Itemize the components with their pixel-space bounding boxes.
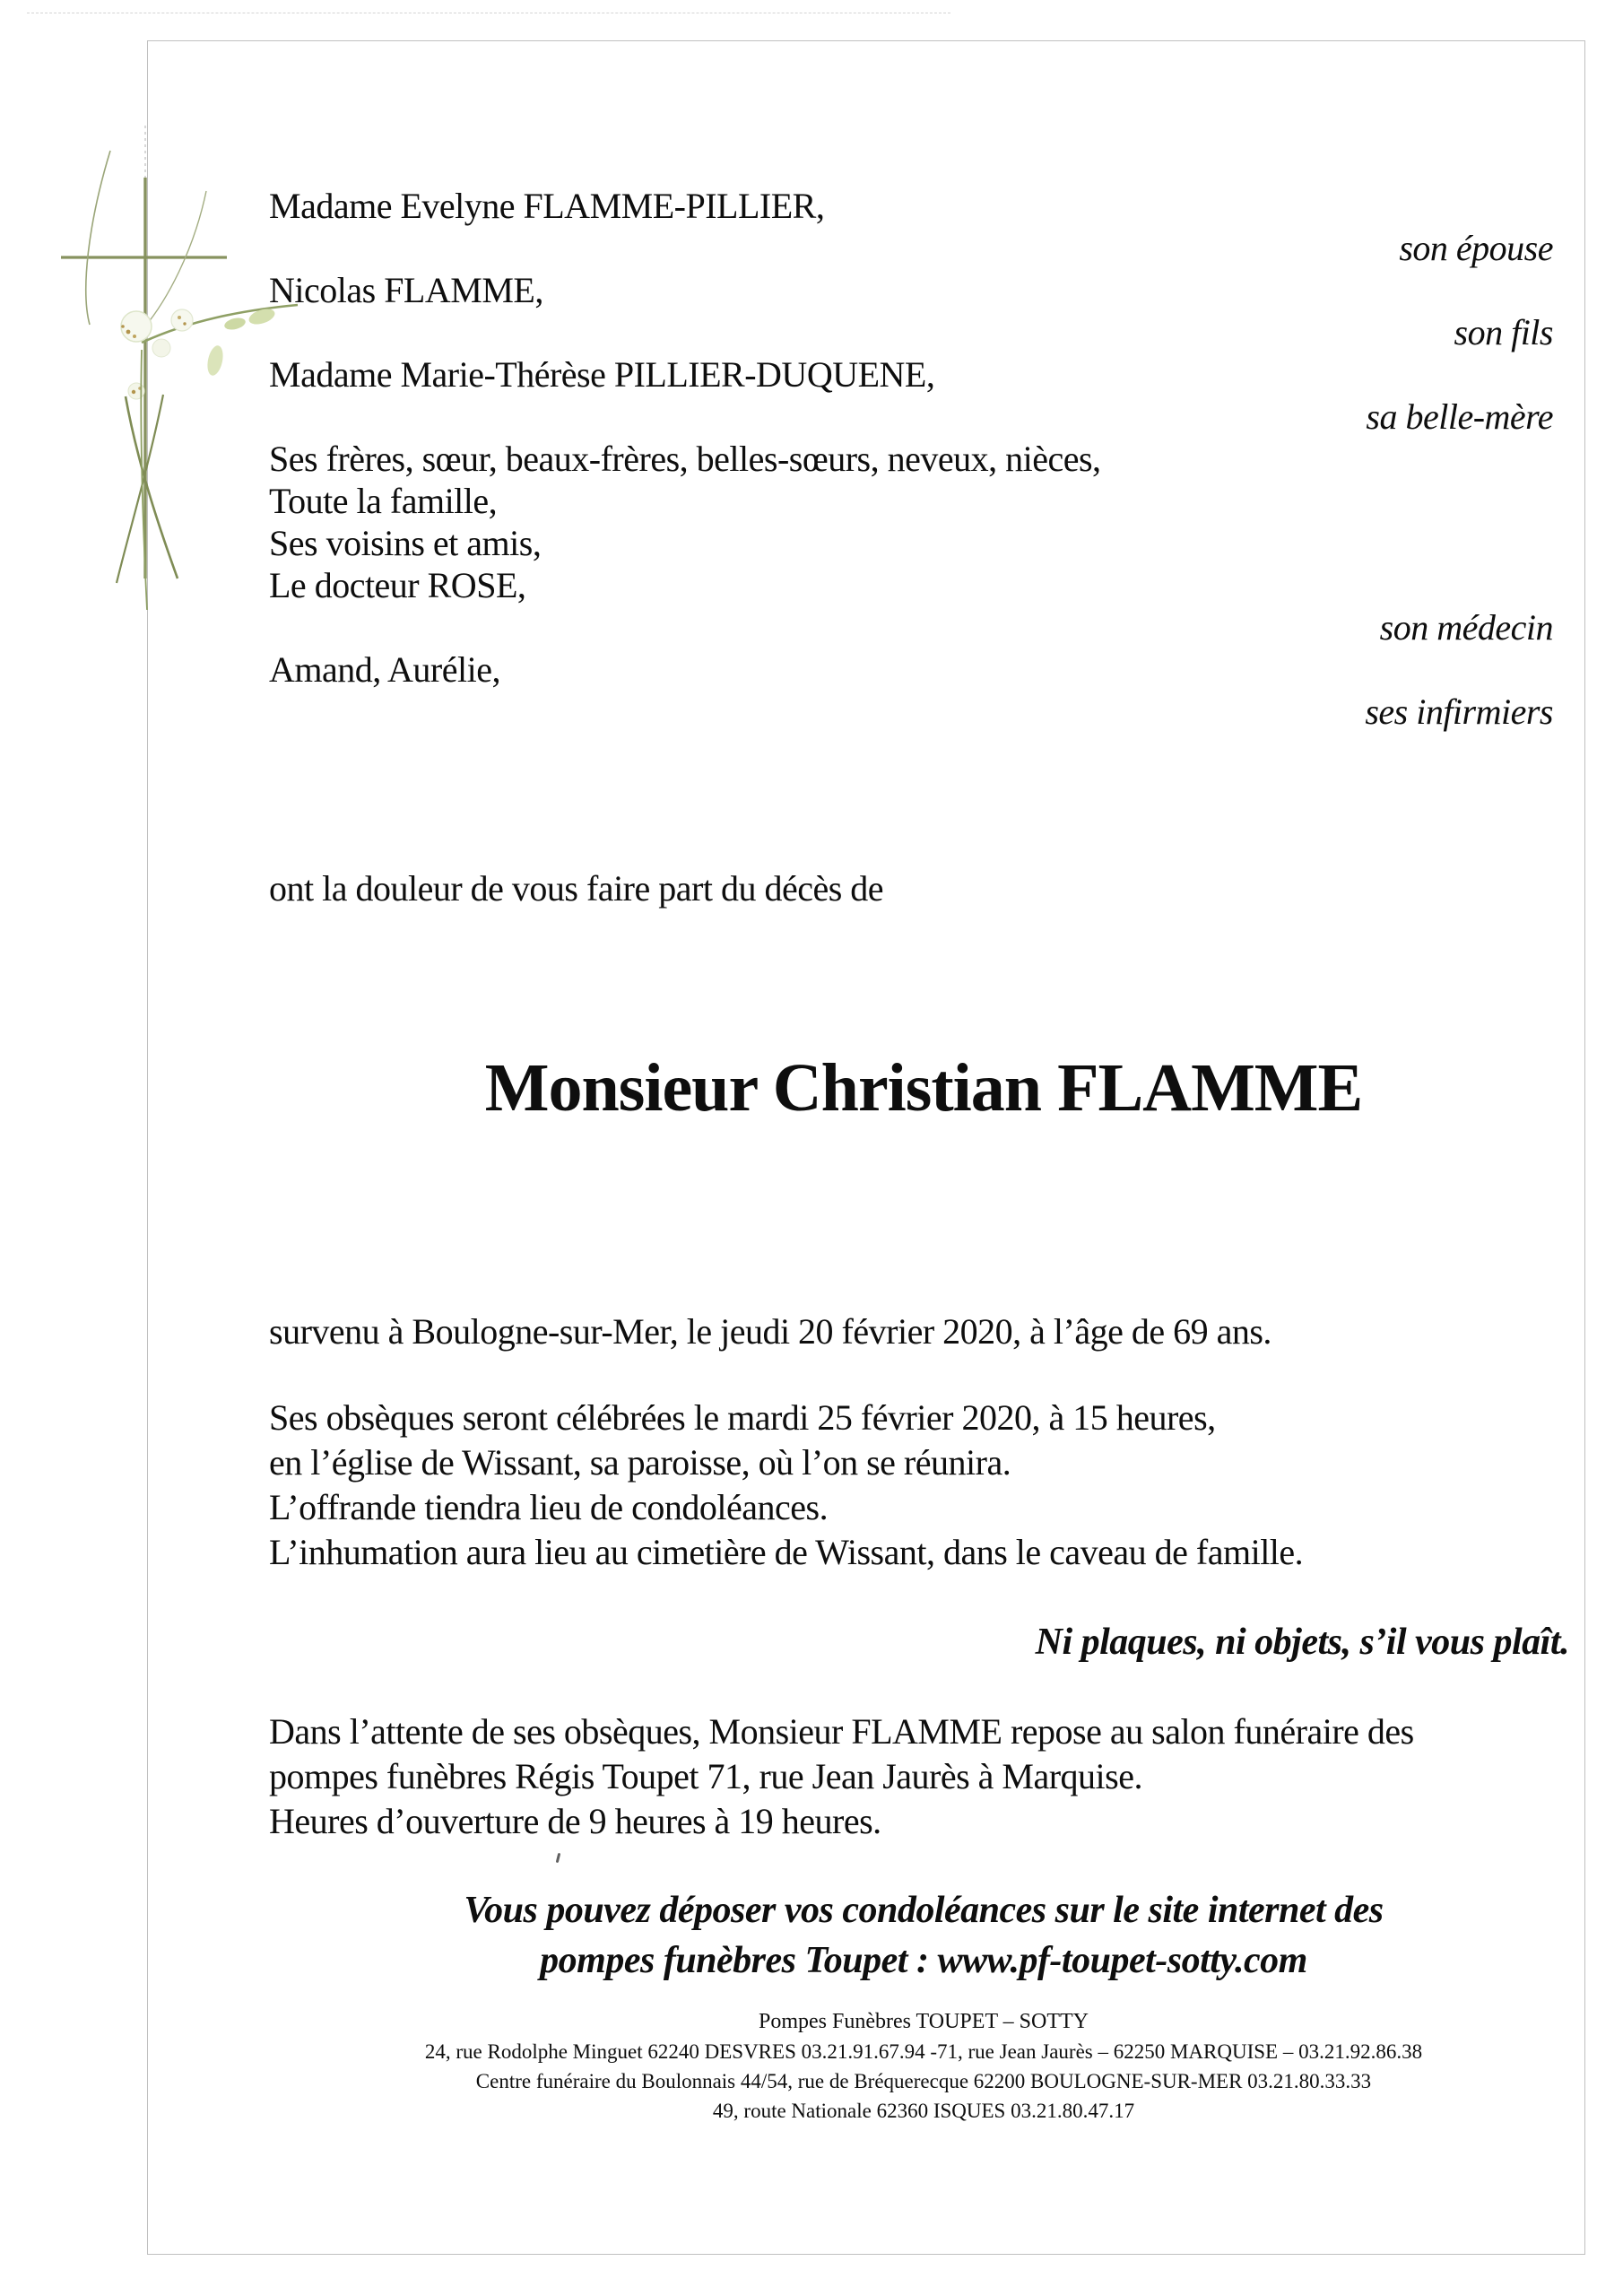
funeral-home-address: Centre funéraire du Boulonnais 44/54, rue de Bréquerecque 62200 BOULOGNE-SUR-MER 03.21.80.33.33 [475, 2070, 1372, 2092]
relative-line: Madame Evelyne FLAMME-PILLIER, [269, 186, 825, 226]
deceased-name-title: Monsieur Christian FLAMME [484, 1050, 1363, 1126]
death-details-line: survenu à Boulogne-sur-Mer, le jeudi 20 février 2020, à l’âge de 69 ans. [269, 1311, 1271, 1352]
condolences-line: pompes funèbres Toupet : www.pf-toupet-sotty.com [540, 1940, 1307, 1981]
relative-line: Toute la famille, [269, 481, 498, 521]
funeral-line: L’offrande tiendra lieu de condoléances. [269, 1487, 829, 1527]
relative-line: Madame Marie-Thérèse PILLIER-DUQUENE, [269, 354, 935, 395]
funeral-home-footer [287, 2007, 1560, 2126]
repose-paragraph [269, 1709, 1414, 1844]
relation-line: son épouse [1399, 228, 1553, 268]
announcement-line: ont la douleur de vous faire part du décès de [269, 868, 884, 909]
repose-line: Heures d’ouverture de 9 heures à 19 heures. [269, 1801, 881, 1841]
funeral-line: L’inhumation aura lieu au cimetière de Wissant, dans le caveau de famille. [269, 1532, 1304, 1572]
funeral-home-name: Pompes Funèbres TOUPET – SOTTY [758, 2010, 1089, 2033]
relation-line: ses infirmiers [1365, 691, 1553, 732]
funeral-home-address: 24, rue Rodolphe Minguet 62240 DESVRES 03.21.91.67.94 -71, rue Jean Jaurès – 62250 MARQUISE – 03.21.92.86.38 [424, 2040, 1423, 2063]
online-condolences-notice [287, 1885, 1560, 1986]
repose-line: pompes funèbres Régis Toupet 71, rue Jean Jaurès à Marquise. [269, 1756, 1142, 1796]
relative-line: Nicolas FLAMME, [269, 270, 543, 310]
funeral-line: en l’église de Wissant, sa paroisse, où l’on se réunira. [269, 1442, 1011, 1483]
condolences-line: Vous pouvez déposer vos condoléances sur le site internet des [464, 1890, 1384, 1931]
repose-line: Dans l’attente de ses obsèques, Monsieur FLAMME repose au salon funéraire des [269, 1711, 1414, 1752]
funeral-details-paragraph [269, 1396, 1303, 1575]
relative-line: Le docteur ROSE, [269, 565, 526, 605]
relation-line: son médecin [1379, 607, 1553, 648]
relation-line: sa belle-mère [1366, 396, 1553, 437]
cross-flowers-decoration [36, 126, 305, 646]
relation-line: son fils [1454, 312, 1553, 352]
relative-line: Ses voisins et amis, [269, 523, 542, 563]
relative-line: Ses frères, sœur, beaux-frères, belles-sœurs, neveux, nièces, [269, 439, 1101, 479]
relatives-list [269, 185, 1553, 733]
funeral-line: Ses obsèques seront célébrées le mardi 25 février 2020, à 15 heures, [269, 1397, 1216, 1438]
no-plaques-request-line: Ni plaques, ni objets, s’il vous plaît. [1035, 1622, 1569, 1663]
cross-flowers-icon [36, 126, 305, 646]
scan-artifact-dot [556, 1853, 561, 1863]
relative-line: Amand, Aurélie, [269, 649, 500, 690]
funeral-home-address: 49, route Nationale 62360 ISQUES 03.21.80.47.17 [712, 2100, 1135, 2122]
